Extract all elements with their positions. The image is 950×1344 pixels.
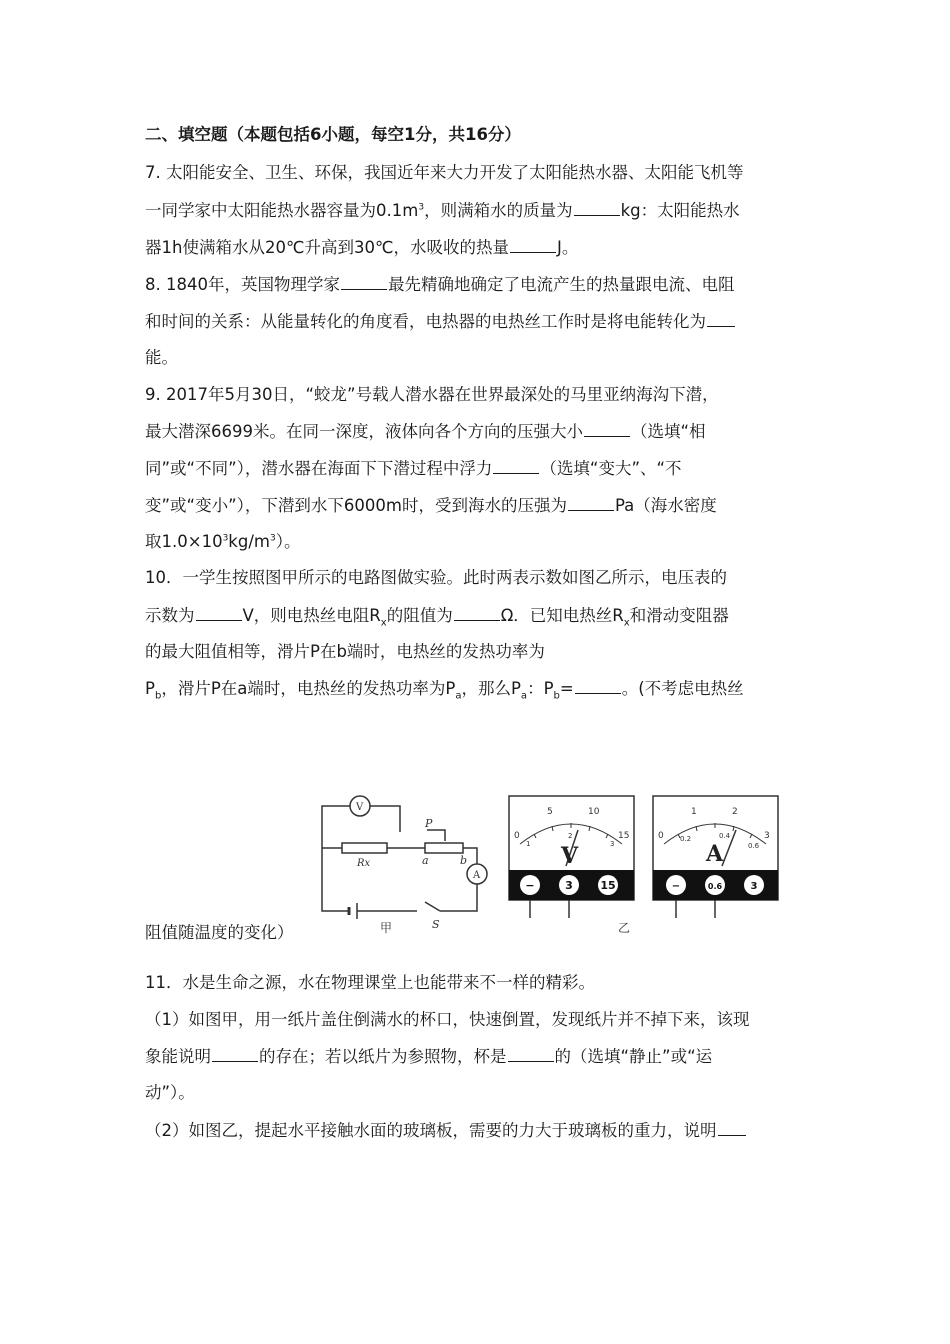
- v-scale-5: 5: [547, 807, 553, 817]
- answer-blank[interactable]: [707, 310, 735, 327]
- q7-line-2: 一同学家中太阳能热水器容量为$0.1m^3$，则满箱水的质量为 kg：太阳能热水: [145, 201, 740, 220]
- q10-line-4: $P_b$，滑片P在a端时，电热丝的发热功率为$P_a$，那么$P_a$：$P_b=$ 。(不考虑电热丝: [145, 679, 744, 702]
- a-scale-2: 2: [732, 807, 738, 817]
- q10-line-3: 的最大阻值相等，滑片P在b端时，电热丝的发热功率为: [145, 642, 545, 661]
- answer-blank[interactable]: [575, 677, 621, 694]
- q11-line-5: （2）如图乙，提起水平接触水面的玻璃板，需要的力大于玻璃板的重力，说明: [145, 1119, 747, 1142]
- q9-line-5: 取$1.0\times 10^3kg/m^3$）。: [145, 532, 301, 551]
- v-scale-1: 1: [526, 840, 531, 848]
- rx-label: Rx: [357, 858, 371, 869]
- a-scale-0.6: 0.6: [748, 842, 760, 850]
- answer-blank[interactable]: [508, 1045, 554, 1062]
- q10-line-5: 阻值随温度的变化）: [145, 923, 294, 942]
- q11-line-4: 动”）。: [145, 1083, 195, 1102]
- q7-line-1: 7. 太阳能安全、卫生、环保，我国近年来大力开发了太阳能热水器、太阳能飞机等: [145, 163, 744, 182]
- q10-line-2: 示数为 V，则电热丝电阻$R_x$的阻值为 Ω．已知电热丝$R_x$和滑动变阻器: [145, 606, 729, 629]
- section-title: 二、填空题（本题包括6小题，每空1分，共16分）: [145, 125, 521, 144]
- circuit-and-meters-figure: [312, 786, 784, 938]
- a-scale-0.2: 0.2: [680, 835, 692, 843]
- answer-blank[interactable]: [196, 604, 242, 621]
- q10-line-1: 10．一学生按照图甲所示的电路图做实验。此时两表示数如图乙所示，电压表的: [145, 568, 727, 587]
- ammeter-face: [653, 796, 778, 918]
- a-terminal-neg: −: [671, 881, 681, 892]
- voltmeter-v-label: V: [561, 843, 579, 869]
- b-label: b: [460, 854, 468, 867]
- answer-blank[interactable]: [574, 199, 620, 216]
- a-terminal-0.6: 0.6: [707, 882, 723, 891]
- a-terminal-3: 3: [750, 881, 758, 892]
- voltmeter-face: [509, 796, 634, 918]
- answer-blank[interactable]: [212, 1045, 258, 1062]
- answer-blank[interactable]: [493, 457, 539, 474]
- q11-line-1: 11．水是生命之源，水在物理课堂上也能带来不一样的精彩。: [145, 973, 595, 992]
- a-label: a: [422, 854, 429, 867]
- q11-line-2: （1）如图甲，用一纸片盖住倒满水的杯口，快速倒置，发现纸片并不掉下来，该现: [145, 1010, 750, 1029]
- q9-line-3: 同”或“不同”），潜水器在海面下下潜过程中浮力 （选填“变大”、“不: [145, 459, 682, 478]
- q8-line-1: 8. 1840年，英国物理学家 最先精确地确定了电流产生的热量跟电流、电阻: [145, 275, 735, 294]
- v-scale-0: 0: [514, 831, 520, 841]
- v-terminal-neg: −: [525, 879, 535, 892]
- q7-line-3: 器1h使满箱水从20℃升高到30℃，水吸收的热量 J。: [145, 238, 579, 257]
- answer-blank[interactable]: [718, 1119, 746, 1136]
- a-scale-3: 3: [764, 831, 770, 841]
- q8-line-3: 能。: [145, 348, 178, 367]
- answer-blank[interactable]: [341, 273, 387, 290]
- ammeter-a-label: A: [706, 841, 724, 867]
- p-label: P: [425, 817, 433, 830]
- s-label: S: [432, 918, 440, 931]
- q11-line-3: 象能说明 的存在；若以纸片为参照物，杯是 的（选填“静止”或“运: [145, 1047, 713, 1066]
- voltmeter-symbol-label: V: [356, 802, 364, 813]
- v-scale-10: 10: [588, 807, 600, 817]
- yi-label: 乙: [618, 921, 631, 935]
- q8-line-2: 和时间的关系：从能量转化的角度看，电热器的电热丝工作时是将电能转化为: [145, 310, 736, 333]
- q9-line-1: 9. 2017年5月30日，“蛟龙”号载人潜水器在世界最深处的马里亚纳海沟下潜，: [145, 385, 719, 404]
- q9-line-4: 变”或“变小”），下潜到水下6000m时，受到海水的压强为 Pa（海水密度: [145, 496, 717, 515]
- a-scale-0.4: 0.4: [719, 832, 731, 840]
- q9-line-2: 最大潜深6699米。在同一深度，液体向各个方向的压强大小 （选填“相: [145, 422, 706, 441]
- a-scale-1: 1: [691, 807, 697, 817]
- answer-blank[interactable]: [584, 420, 630, 437]
- ammeter-symbol-label: A: [473, 870, 481, 881]
- v-scale-15: 15: [618, 831, 630, 841]
- v-scale-3: 3: [610, 840, 615, 848]
- v-scale-2: 2: [568, 832, 573, 840]
- v-terminal-15: 15: [600, 879, 616, 892]
- a-scale-0: 0: [658, 831, 664, 841]
- v-terminal-3: 3: [565, 879, 573, 892]
- jia-label: 甲: [380, 921, 393, 935]
- answer-blank[interactable]: [454, 604, 500, 621]
- answer-blank[interactable]: [510, 236, 556, 253]
- answer-blank[interactable]: [568, 494, 614, 511]
